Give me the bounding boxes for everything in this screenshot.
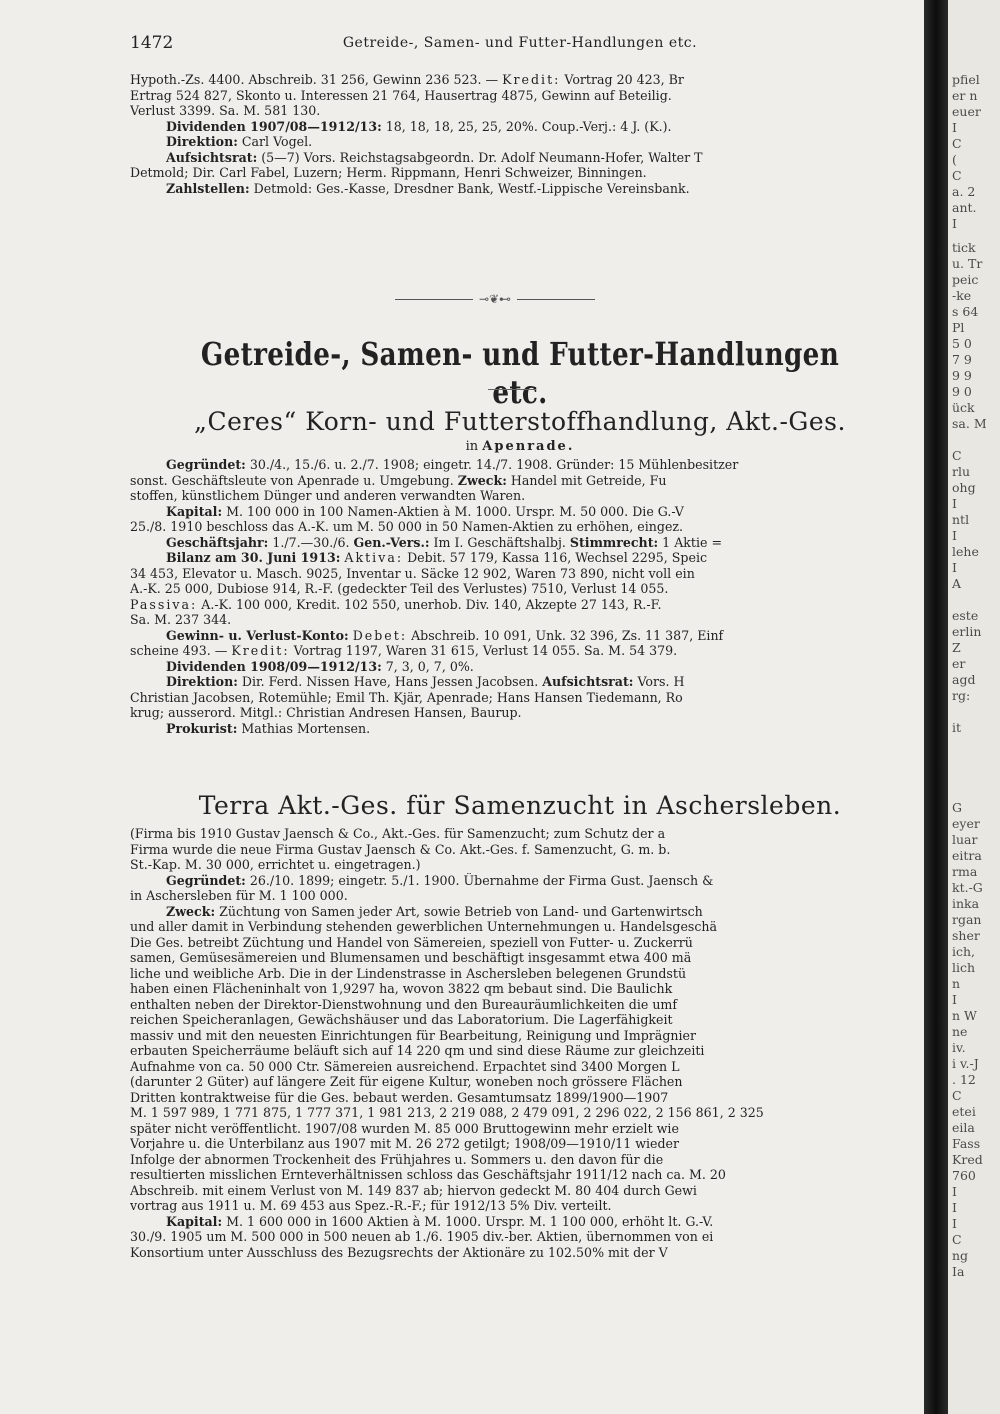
facing-page-fragment: ich, (952, 944, 976, 959)
facing-page-fragment: iv. (952, 1040, 966, 1055)
text-run: enthalten neben der Direktor-Dienstwohnung und den Bureauräumlichkeiten die umf (130, 996, 678, 1012)
text-run: Dir. Ferd. Nissen Have, Hans Jessen Jacobsen. (237, 674, 543, 689)
facing-page-fragment: rma (952, 864, 978, 879)
text-line (130, 1028, 910, 1044)
facing-page-fragment: pfiel (952, 72, 980, 87)
text-line (130, 597, 910, 613)
text-run: Detmold: Ges.-Kasse, Dresdner Bank, Westf.-Lippische Vereinsbank. (249, 180, 690, 196)
text-run: 18, 18, 18, 25, 25, 20%. Coup.-Verj.: 4 J. (K.). (381, 118, 672, 134)
text-line (130, 1136, 910, 1152)
text-line (130, 1012, 910, 1028)
facing-page-fragment: eyer (952, 816, 980, 831)
facing-page-fragment: I (952, 216, 957, 231)
text-run: Im I. Geschäftshalbj. (429, 534, 570, 550)
text-run: (darunter 2 Güter) auf längere Zeit für eigene Kultur, woneben noch grössere Flächen (130, 1074, 683, 1089)
text-line (130, 581, 910, 597)
text-line (130, 690, 910, 706)
facing-page-fragment: a. 2 (952, 184, 976, 199)
text-line (130, 981, 910, 997)
facing-page-edge (948, 0, 1000, 1414)
text-run: M. 1 597 989, 1 771 875, 1 777 371, 1 981 213, 2 219 088, 2 479 091, 2 296 022, 2 156 861, 2 325 (130, 1105, 764, 1120)
text-run: Ertrag 524 827, Skonto u. Interessen 21 764, Hausertrag 4875, Gewinn auf Beteilig. (130, 87, 672, 103)
facing-page-fragment: ohg (952, 480, 976, 495)
spaced-label: Passiva: (130, 596, 198, 612)
text-run: 1 Aktie = (658, 534, 723, 550)
text-line (130, 826, 910, 842)
text-run: Sa. M. 237 344. (130, 612, 232, 627)
field-label: Gegründet: (166, 457, 246, 472)
facing-page-fragment: peic (952, 272, 979, 287)
text-line (130, 457, 910, 473)
facing-page-fragment: i v.-J (952, 1056, 979, 1071)
text-run: Vorjahre u. die Unterbilanz aus 1907 mit M. 26 272 getilgt; 1908/09—1910/11 wieder (130, 1136, 680, 1151)
field-label: Dividenden 1907/08—1912/13: (166, 118, 382, 134)
facing-page-fragment: sa. M (952, 416, 987, 431)
text-run: A.-K. 25 000, Dubiose 914, R.-F. (gedeckter Teil des Verlustes) 7510, Verlust 14 055. (130, 581, 669, 596)
text-run: später nicht veröffentlicht. 1907/08 wurden M. 85 000 Bruttogewinn mehr erzielt wie (130, 1120, 679, 1136)
text-run: Hypoth.-Zs. 4400. Abschreib. 31 256, Gewinn 236 523. — (130, 72, 503, 87)
facing-page-fragment: G (952, 800, 962, 815)
spaced-label: Kredit: (502, 72, 561, 87)
facing-page-fragment: . 12 (952, 1072, 976, 1087)
company-entry-ceres (130, 407, 910, 736)
field-label: Gewinn- u. Verlust-Konto: (166, 627, 349, 643)
facing-page-fragment: rlu (952, 464, 971, 479)
facing-page-fragment: u. Tr (952, 256, 983, 271)
location-prefix: in (465, 439, 479, 454)
text-line (130, 550, 910, 566)
facing-page-fragment: C (952, 448, 962, 463)
facing-page-fragment: s 64 (952, 304, 979, 319)
company-title: „Ceres“ Korn- und Futterstoffhandlung, Akt.-Ges. (194, 407, 846, 436)
text-run: Debit. 57 179, Kassa 116, Wechsel 2295, Speic (403, 550, 708, 565)
text-run: Dritten kontraktweise für die Ges. bebaut werden. Gesamtumsatz 1899/1900—1907 (130, 1089, 669, 1105)
facing-page-fragment: I (952, 992, 957, 1007)
page-header (130, 33, 910, 55)
running-title: Getreide-, Samen- und Futter-Handlungen etc. (342, 35, 698, 51)
facing-page-fragment: erlin (952, 624, 982, 639)
field-label: Stimmrecht: (569, 534, 659, 550)
field-label: Gegründet: (166, 872, 246, 888)
facing-page-fragment: I (952, 120, 957, 135)
text-line (130, 1105, 910, 1121)
facing-page-fragment: agd (952, 672, 976, 687)
text-run: Mathias Mortensen. (237, 720, 371, 736)
text-run: Vortrag 20 423, Br (560, 72, 684, 87)
field-label: Gen.-Vers.: (353, 534, 430, 550)
text-line (130, 857, 910, 873)
field-label: Kapital: (166, 1213, 223, 1229)
facing-page-fragment: I (952, 496, 957, 511)
facing-page-fragment: tick (952, 240, 976, 255)
text-line (130, 721, 910, 737)
text-run: St.-Kap. M. 30 000, errichtet u. eingetragen.) (130, 857, 421, 872)
company-title: Terra Akt.-Ges. für Samenzucht in Aschersleben. (198, 791, 842, 820)
facing-page-fragment: etei (952, 1104, 976, 1119)
field-label: Direktion: (166, 134, 238, 149)
text-line (130, 1090, 910, 1106)
text-line (130, 904, 910, 920)
section-title: Getreide-, Samen- und Futter-Handlungen etc. (200, 335, 840, 411)
facing-page-fragment: -ke (952, 288, 972, 303)
text-line (130, 674, 910, 690)
facing-page-fragment: sher (952, 928, 980, 943)
text-run: in Aschersleben für M. 1 100 000. (130, 888, 348, 903)
text-run: vortrag aus 1911 u. M. 69 453 aus Spez.-R.-F.; für 1912/13 5% Div. verteilt. (130, 1198, 612, 1213)
field-label: Kapital: (166, 503, 223, 519)
facing-page-fragment: ntl (952, 512, 970, 527)
text-line (130, 997, 910, 1013)
text-line (130, 950, 910, 966)
text-line (130, 566, 910, 582)
text-line (130, 888, 910, 904)
text-line (130, 1121, 910, 1137)
text-line (130, 488, 910, 504)
text-run: Firma wurde die neue Firma Gustav Jaensch & Co. Akt.-Ges. f. Samenzucht, G. m. b. (130, 841, 671, 857)
text-line (130, 1229, 910, 1245)
facing-page-fragment: este (952, 608, 979, 623)
facing-page-fragment: n W (952, 1008, 977, 1023)
text-run: (Firma bis 1910 Gustav Jaensch & Co., Akt.-Ges. für Samenzucht; zum Schutz der a (130, 826, 666, 841)
facing-page-fragment: inka (952, 896, 980, 911)
facing-page-fragment: Fass (952, 1136, 981, 1151)
facing-page-fragment: I (952, 1216, 957, 1231)
text-run: Verlust 3399. Sa. M. 581 130. (130, 103, 321, 118)
text-line (130, 612, 910, 628)
spaced-label: Kredit: (231, 643, 290, 658)
facing-page-fragment: I (952, 528, 957, 543)
facing-page-fragment: eitra (952, 848, 982, 863)
text-line (130, 1214, 910, 1230)
text-run: massiv und mit den neuesten Einrichtungen für Bearbeitung, Reinigung und Imprägnier (130, 1027, 696, 1043)
facing-page-fragment: Z (952, 640, 961, 655)
text-line (130, 935, 910, 951)
text-line (130, 1245, 910, 1261)
text-line (130, 72, 910, 88)
company-body (130, 826, 910, 1260)
facing-page-fragment: euer (952, 104, 981, 119)
facing-page-fragment: 9 9 (952, 368, 972, 383)
text-run: 30./4., 15./6. u. 2./7. 1908; eingetr. 14./7. 1908. Gründer: 15 Mühlenbesitzer (245, 457, 739, 472)
text-run: A.-K. 100 000, Kredit. 102 550, unerhob. Div. 140, Akzepte 27 143, R.-F. (197, 596, 662, 612)
text-run: 1./7.—30./6. (268, 534, 354, 550)
text-run: haben einen Flächeninhalt von 1,9297 ha, wovon 3822 qm bebaut sind. Die Baulichk (130, 981, 673, 996)
text-run: 30./9. 1905 um M. 500 000 in 500 neuen ab 1./6. 1905 div.-ber. Aktien, übernommen von ei (130, 1229, 714, 1244)
text-run: Abschreib. mit einem Verlust von M. 149 837 ab; hiervon gedeckt M. 80 404 durch Gewi (130, 1182, 697, 1198)
facing-page-fragment: er n (952, 88, 978, 103)
text-run: stoffen, künstlichem Dünger und anderen verwandten Waren. (130, 488, 526, 503)
facing-page-fragment: 9 0 (952, 384, 972, 399)
text-run: liche und weibliche Arb. Die in der Lindenstrasse in Aschersleben belegenen Grundstü (130, 965, 687, 981)
text-run: scheine 493. — (130, 643, 232, 658)
text-line (130, 1074, 910, 1090)
text-run: Aufnahme von ca. 50 000 Ctr. Sämereien ausreichend. Erpachtet sind 3400 Morgen L (130, 1058, 680, 1074)
text-run: Infolge der abnormen Trockenheit des Frühjahres u. Sommers u. den davon für die (130, 1151, 664, 1167)
text-line (130, 705, 910, 721)
facing-page-fragment: I (952, 560, 957, 575)
facing-page-fragment: 5 0 (952, 336, 972, 351)
field-label: Zweck: (457, 472, 507, 488)
facing-page-fragment: C (952, 136, 962, 151)
field-label: Direktion: (166, 674, 238, 689)
facing-page-fragment: 7 9 (952, 352, 972, 367)
text-run: M. 100 000 in 100 Namen-Aktien à M. 1000. Urspr. M. 50 000. Die G.-V (222, 503, 684, 519)
text-run: Detmold; Dir. Carl Fabel, Luzern; Herm. Rippmann, Henri Schweizer, Binningen. (130, 165, 647, 180)
field-label: Zweck: (166, 903, 216, 919)
location-name: Apenrade. (482, 439, 575, 454)
facing-page-fragment: lich (952, 960, 976, 975)
section-divider-ornament: ⊸❦⊷ (395, 292, 595, 306)
field-label: Aufsichtsrat: (542, 674, 634, 689)
text-line (130, 628, 910, 644)
company-entry-terra (130, 790, 910, 1260)
text-run: Carl Vogel. (237, 134, 313, 149)
facing-page-fragment: ng (952, 1248, 969, 1263)
text-line (130, 1152, 910, 1168)
text-run: erbauten Speicherräume beläuft sich auf 14 220 qm und sind diese Räume zur gleichzeiti (130, 1043, 705, 1058)
text-line (130, 103, 910, 119)
text-line (130, 181, 910, 197)
facing-page-fragment: 760 (952, 1168, 976, 1183)
facing-page-fragment: rg: (952, 688, 971, 703)
text-run: 25./8. 1910 beschloss das A.-K. um M. 50 000 in 50 Namen-Aktien zu erhöhen, eingez. (130, 519, 684, 534)
text-run: sonst. Geschäftsleute von Apenrade u. Umgebung. (130, 472, 458, 488)
text-run: 34 453, Elevator u. Masch. 9025, Inventar u. Säcke 12 902, Waren 73 890, nicht voll ein (130, 565, 695, 581)
facing-page-fragment: ück (952, 400, 975, 415)
text-run: Handel mit Getreide, Fu (506, 472, 667, 488)
facing-page-fragment: Kred (952, 1152, 983, 1167)
text-line (130, 842, 910, 858)
facing-page-fragment: A (952, 576, 962, 591)
previous-company-entry (130, 72, 910, 196)
facing-page-fragment: ( (952, 152, 957, 167)
field-label: Aufsichtsrat: (166, 149, 258, 165)
facing-page-fragment: I (952, 1184, 957, 1199)
spaced-label: Debet: (352, 627, 408, 643)
text-run: Züchtung von Samen jeder Art, sowie Betrieb von Land- und Gartenwirtsch (215, 903, 703, 919)
facing-page-fragment: Pl (952, 320, 965, 335)
facing-page-fragment: lehe (952, 544, 979, 559)
text-run: und aller damit in Verbindung stehenden gewerblichen Unternehmungen u. Handelsgeschä (130, 919, 718, 934)
facing-page-fragment: er (952, 656, 966, 671)
text-run: (5—7) Vors. Reichstagsabgeordn. Dr. Adolf Neumann-Hofer, Walter T (257, 149, 703, 165)
text-line (130, 119, 910, 135)
text-line (130, 966, 910, 982)
text-line (130, 659, 910, 675)
field-label: Zahlstellen: (166, 180, 250, 196)
spaced-label: Aktiva: (344, 550, 404, 565)
facing-page-fragment: Ia (952, 1264, 965, 1279)
text-line (130, 1198, 910, 1214)
facing-page-fragment: ant. (952, 200, 977, 215)
facing-page-fragment: it (952, 720, 962, 735)
text-line (130, 535, 910, 551)
facing-page-fragment: luar (952, 832, 978, 847)
text-line (130, 165, 910, 181)
text-line (130, 134, 910, 150)
facing-page-fragment: n (952, 976, 961, 991)
text-run: Vors. H (633, 674, 685, 689)
field-label: Prokurist: (166, 720, 238, 736)
text-line (130, 1167, 910, 1183)
text-run: M. 1 600 000 in 1600 Aktien à M. 1000. Urspr. M. 1 100 000, erhöht lt. G.-V. (222, 1213, 714, 1229)
section-title-rule (488, 389, 536, 390)
facing-page-fragment: C (952, 1088, 962, 1103)
text-line (130, 1043, 910, 1059)
page-number: 1472 (130, 33, 174, 53)
text-line (130, 150, 910, 166)
field-label: Bilanz am 30. Juni 1913: (166, 550, 341, 565)
facing-page-fragment: kt.-G (952, 880, 983, 895)
company-location (130, 437, 910, 457)
text-run: Christian Jacobsen, Rotemühle; Emil Th. Kjär, Apenrade; Hans Hansen Tiedemann, Ro (130, 689, 683, 705)
text-run: krug; ausserord. Mitgl.: Christian Andresen Hansen, Baurup. (130, 705, 522, 720)
text-line (130, 1059, 910, 1075)
text-line (130, 519, 910, 535)
text-run: 7, 3, 0, 7, 0%. (381, 658, 474, 674)
company-body (130, 457, 910, 736)
text-run: Konsortium unter Ausschluss des Bezugsrechts der Aktionäre zu 102.50% mit der V (130, 1244, 668, 1260)
facing-page-fragment: rgan (952, 912, 982, 927)
field-label: Geschäftsjahr: (166, 534, 269, 550)
text-run: reichen Speicheranlagen, Gewächshäuser und das Laboratorium. Die Lagerfähigkeit (130, 1012, 673, 1027)
field-label: Dividenden 1908/09—1912/13: (166, 658, 382, 674)
facing-page-fragment: ne (952, 1024, 968, 1039)
text-line (130, 873, 910, 889)
facing-page-fragment: C (952, 168, 962, 183)
text-line (130, 88, 910, 104)
facing-page-fragment: C (952, 1232, 962, 1247)
book-gutter (924, 0, 948, 1414)
facing-page-fragment: I (952, 1200, 957, 1215)
text-line (130, 473, 910, 489)
text-run: samen, Gemüsesämereien und Blumensamen und beschäftigt insgesammt etwa 400 mä (130, 950, 692, 965)
text-line (130, 643, 910, 659)
facing-page-fragment: eila (952, 1120, 975, 1135)
text-line (130, 919, 910, 935)
text-run: resultierten misslichen Ernteverhältnissen schloss das Geschäftsjahr 1911/12 nach ca. M. 20 (130, 1167, 726, 1182)
text-line (130, 1183, 910, 1199)
text-run: Vortrag 1197, Waren 31 615, Verlust 14 055. Sa. M. 54 379. (289, 643, 678, 658)
text-run: Die Ges. betreibt Züchtung und Handel von Sämereien, speziell von Futter- u. Zuckerrü (130, 934, 693, 950)
text-run: Abschreib. 10 091, Unk. 32 396, Zs. 11 387, Einf (407, 627, 724, 643)
text-run: 26./10. 1899; eingetr. 5./1. 1900. Übernahme der Firma Gust. Jaensch & (245, 872, 714, 888)
text-line (130, 504, 910, 520)
